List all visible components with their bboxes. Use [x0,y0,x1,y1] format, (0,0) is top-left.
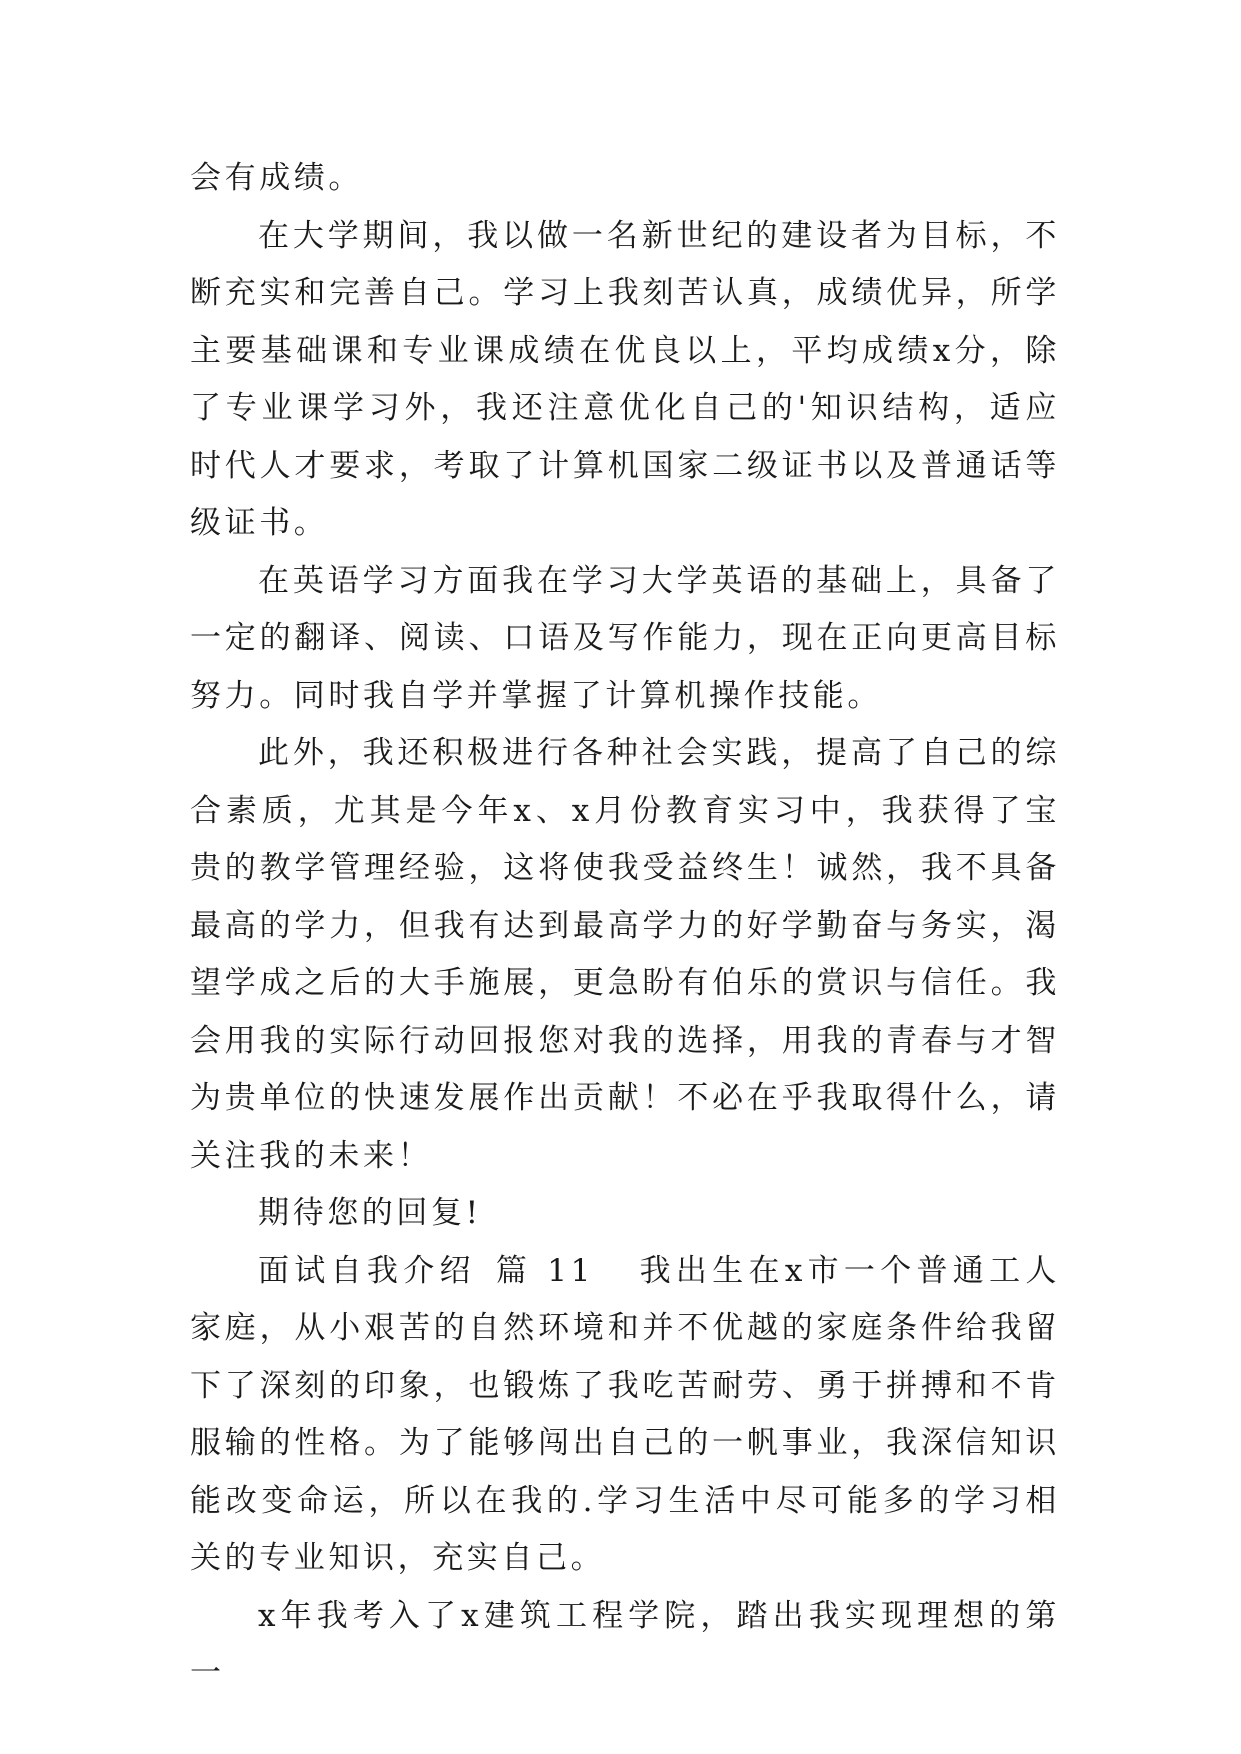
paragraph-social-practice: 此外，我还积极进行各种社会实践，提高了自己的综合素质，尤其是今年x、x月份教育实习中，我获得了宝贵的教学管理经验，这将使我受益终生！诚然，我不具备最高的学力，但我有达到最高学力的好学勤奋与务实，渴望学成之后的大手施展，更急盼有伯乐的赏识与信任。我会用我的实际行动回报您对我的选择，用我的青春与才智为贵单位的快速发展作出贡献！不必在乎我取得什么，请关注我的未来！ [190,735,1060,1174]
paragraph-english-study: 在英语学习方面我在学习大学英语的基础上，具备了一定的翻译、阅读、口语及写作能力，现在正向更高目标努力。同时我自学并掌握了计算机操作技能。 [190,562,1060,714]
section-paragraph [190,1243,1060,1588]
section-body: 我出生在x市一个普通工人家庭，从小艰苦的自然环境和并不优越的家庭条件给我留下了深刻的印象，也锻炼了我吃苦耐劳、勇于拼搏和不肯服输的性格。为了能够闯出自己的一帆事业，我深信知识能改变命运，所以在我的.学习生活中尽可能多的学习相关的专业知识，充实自己。 [190,1252,1061,1576]
paragraph-university-study: 在大学期间，我以做一名新世纪的建设者为目标，不断充实和完善自己。学习上我刻苦认真，成绩优异，所学主要基础课和专业课成绩在优良以上，平均成绩x分，除了专业课学习外，我还注意优化自己的'知识结构，适应时代人才要求，考取了计算机国家二级证书以及普通话等级证书。 [190,217,1060,541]
section-title: 面试自我介绍 [258,1252,476,1289]
document-page [190,150,1060,1703]
paragraph-closing-wish: 期待您的回复! [258,1195,482,1231]
section-number: 篇 11 [495,1252,594,1289]
paragraph-college-entry: x年我考入了x建筑工程学院，踏出我实现理想的第一 [190,1597,1060,1691]
paragraph-continuation: 会有成绩。 [190,160,363,196]
